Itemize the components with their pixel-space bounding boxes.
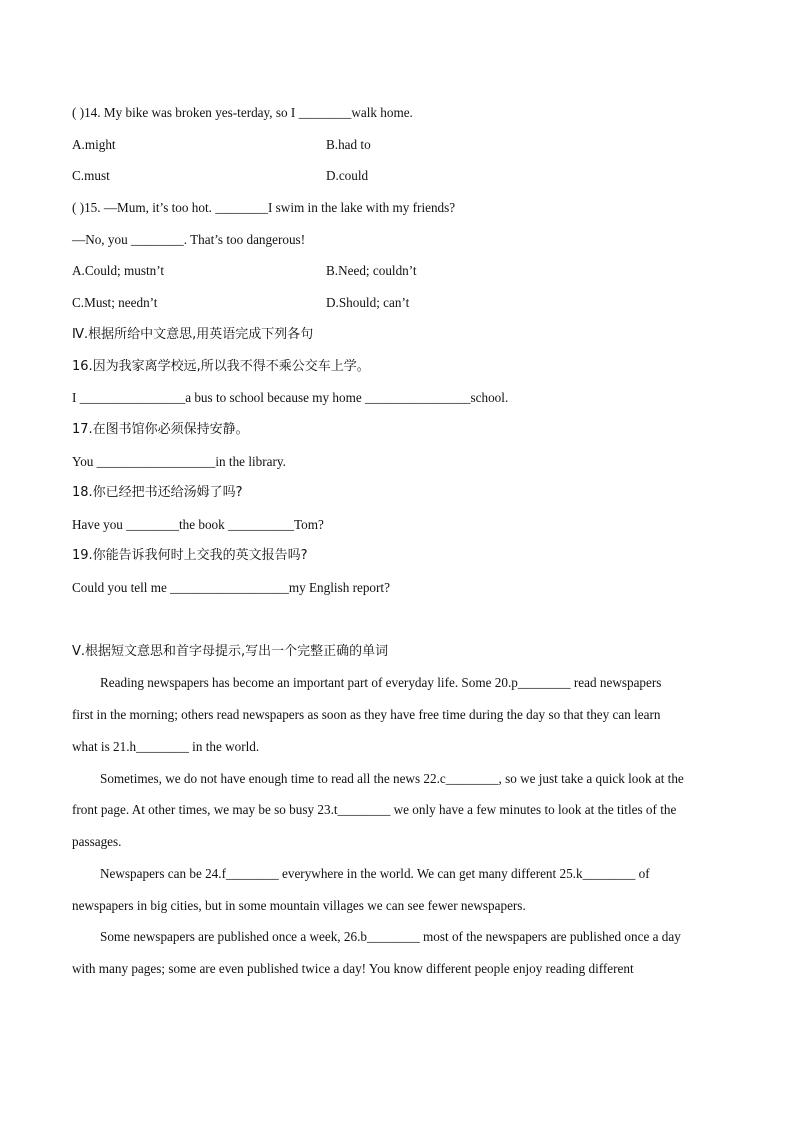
passage-line: passages. (72, 834, 122, 849)
q17-chinese: 17.在图书馆你必须保持安静。 (72, 422, 249, 437)
q15-option-d: D.Should; can’t (326, 295, 410, 310)
q14-stem: ( )14. My bike was broken yes-terday, so I ________walk home. (72, 105, 413, 120)
passage-line: with many pages; some are even published twice a day! You know different people enjoy reading different (72, 961, 634, 976)
q15-reply: —No, you ________. That’s too dangerous! (72, 232, 306, 247)
q14-option-a: A.might (72, 137, 116, 152)
passage-line: front page. At other times, we may be so busy 23.t________ we only have a few minutes to look at the titles of the (72, 802, 677, 817)
q14-option-d: D.could (326, 168, 369, 183)
passage-line: newspapers in big cities, but in some mountain villages we can see fewer newspapers. (72, 898, 526, 913)
q14-option-b: B.had to (326, 137, 371, 152)
q15-option-a: A.Could; mustn’t (72, 263, 165, 278)
q19-chinese: 19.你能告诉我何时上交我的英文报告吗? (72, 548, 308, 563)
q18-english: Have you ________the book __________Tom? (72, 517, 324, 532)
q16-english: I ________________a bus to school because my home ________________school. (72, 390, 509, 405)
passage-line: what is 21.h________ in the world. (72, 739, 260, 754)
q15-stem: ( )15. —Mum, it’s too hot. ________I swim in the lake with my friends? (72, 200, 456, 215)
passage-line: Some newspapers are published once a week, 26.b________ most of the newspapers are published once a day (100, 929, 681, 944)
passage-line: Newspapers can be 24.f________ everywhere in the world. We can get many different 25.k________ of (100, 866, 650, 881)
section5-title: Ⅴ.根据短文意思和首字母提示,写出一个完整正确的单词 (72, 644, 389, 659)
q18-chinese: 18.你已经把书还给汤姆了吗? (72, 485, 243, 500)
q16-chinese: 16.因为我家离学校远,所以我不得不乘公交车上学。 (72, 359, 370, 374)
passage-line: Reading newspapers has become an important part of everyday life. Some 20.p________ read newspapers (100, 675, 662, 690)
q15-option-b: B.Need; couldn’t (326, 263, 417, 278)
section4-title: Ⅳ.根据所给中文意思,用英语完成下列各句 (72, 327, 314, 342)
q14-option-c: C.must (72, 168, 110, 183)
q17-english: You __________________in the library. (72, 454, 286, 469)
q19-english: Could you tell me __________________my English report? (72, 580, 390, 595)
q15-option-c: C.Must; needn’t (72, 295, 158, 310)
passage-line: Sometimes, we do not have enough time to read all the news 22.c________, so we just take a quick look at the (100, 771, 684, 786)
passage-line: first in the morning; others read newspapers as soon as they have free time during the day so that they can learn (72, 707, 661, 722)
